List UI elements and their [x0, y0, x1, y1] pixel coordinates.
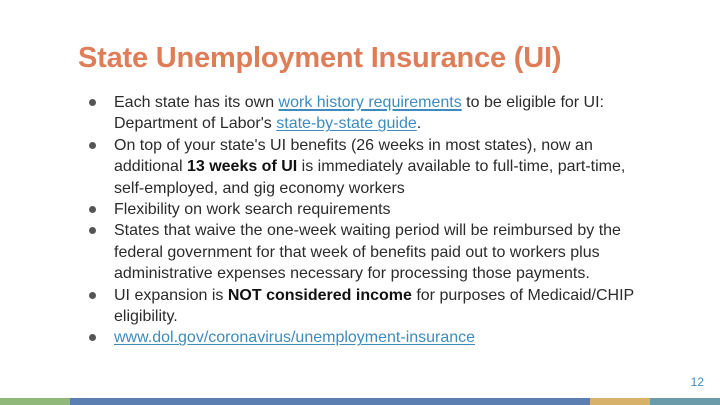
bullet-text: UI expansion is — [114, 286, 228, 304]
state-guide-link[interactable]: state-by-state guide — [276, 115, 417, 133]
bullet-bold-text: NOT considered income — [227, 286, 412, 304]
bullet-text: On top of your state's UI benefits (26 weeks in most states), now an additional — [114, 136, 593, 176]
bullet-text: States that waive the one-week waiting period will be reimbursed by the federal government for that week of benefits paid out to workers plus administrative expenses necessary for processing those payments. — [114, 222, 621, 283]
bullet-text: Flexibility on work search requirements — [114, 201, 391, 219]
bullet-text: Each state has its own — [114, 94, 279, 111]
work-history-link[interactable]: work history requirements — [278, 94, 462, 111]
bar-segment-blue — [70, 398, 590, 405]
bullet-text: . — [416, 115, 422, 133]
bullet-item — [84, 199, 644, 220]
bullet-bold-text: 13 weeks of UI — [186, 158, 298, 176]
bullet-list — [84, 92, 644, 349]
bar-segment-gold — [590, 398, 650, 405]
page-number: 12 — [690, 375, 704, 389]
bullet-item — [84, 285, 644, 328]
bullet-item — [84, 327, 644, 348]
bullet-text: for purposes of Medicaid/CHIP eligibility. — [114, 286, 634, 326]
dol-link[interactable]: www.dol.gov/coronavirus/unemployment-insurance — [114, 329, 476, 347]
slide-title: State Unemployment Insurance (UI) — [78, 42, 562, 74]
bullet-text: is immediately available to full-time, part-time, self-employed, and gig economy workers — [114, 158, 626, 197]
bar-segment-teal — [650, 398, 720, 405]
bottom-color-bar — [0, 398, 720, 405]
bullet-text: to be eligible for UI: Department of Labor's — [114, 94, 604, 133]
bullet-item — [84, 135, 644, 199]
bar-segment-green — [0, 398, 70, 405]
bullet-item — [84, 92, 644, 135]
bullet-item — [84, 220, 644, 284]
